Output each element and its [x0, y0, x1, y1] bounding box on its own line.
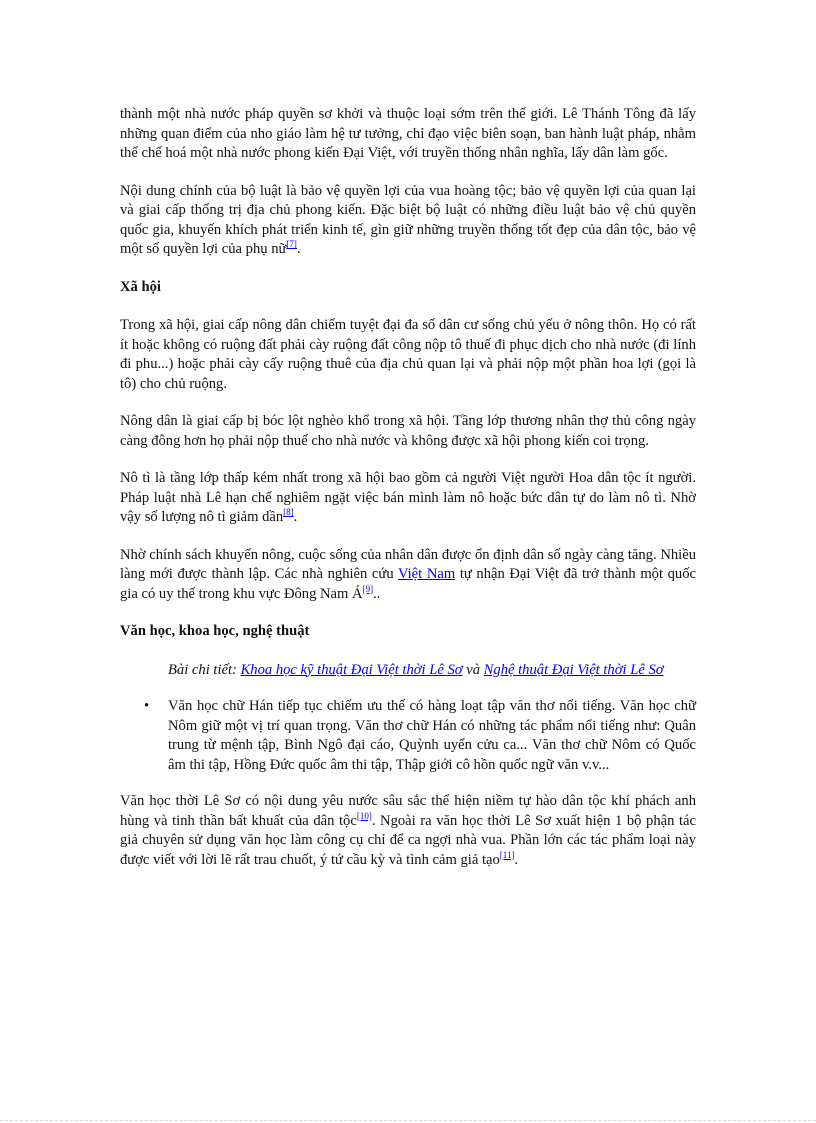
bullet-icon: • — [144, 698, 150, 714]
paragraph-text: Văn học thời Lê Sơ có nội dung yêu nước sâu sắc thể hiện niềm tự hào dân tộc khí phách anh hùng và tinh thần bất khuất của dân tộc — [120, 793, 696, 829]
paragraph-slaves — [120, 469, 696, 528]
paragraph-peasants-merchants: Nông dân là giai cấp bị bóc lột nghèo khổ trong xã hội. Tầng lớp thương nhân thợ thủ công ngày càng đông hơn họ phải nộp thuế cho nhà nước và không được xã hội phong kiến coi trọng. — [120, 413, 696, 449]
paragraph-text-after: tự nhận Đại Việt đã trở thành một quốc gia có uy thế trong khu vực Đông Nam Á — [120, 566, 697, 602]
paragraph-law-content — [120, 182, 696, 260]
footnote-link-8[interactable]: [8] — [283, 507, 294, 517]
page-bottom-divider — [0, 1120, 816, 1121]
paragraph-end: . — [293, 509, 298, 525]
paragraph-text-continued: . Ngoài ra văn học thời Lê Sơ xuất hiện 1 bộ phận tác giả chuyên sử dụng văn học làm công cụ chỉ để ca ngợi nhà vua. Phần lớn các tác phẩm loại này được viết với lời lẽ rất trau chuốt, ý tứ cầu kỳ và tình cảm giả tạo — [120, 812, 697, 868]
paragraph-text: Nội dung chính của bộ luật là bảo vệ quyền lợi của vua hoàng tộc; bảo vệ quyền lợi của quan lại và giai cấp thống trị địa chủ phong kiến. Đặc biệt bộ luật có những điều luật bảo vệ chủ quyền quốc gia, khuyến khích phát triển kinh tế, gìn giữ những truyền thống tốt đẹp của dân tộc, bảo vệ một số quyền lợi của phụ nữ — [120, 182, 696, 257]
literature-bullet-list — [120, 697, 696, 775]
paragraph-end: .. — [373, 585, 381, 602]
paragraph-literature-content — [120, 792, 696, 870]
paragraph-agriculture — [120, 546, 696, 605]
footnote-link-7[interactable]: [7] — [286, 239, 297, 249]
link-science-technology[interactable]: Khoa học kỹ thuật Đại Việt thời Lê Sơ — [240, 661, 463, 678]
paragraph-peasants: Trong xã hội, giai cấp nông dân chiếm tuyệt đại đa số dân cư sống chủ yếu ở nông thôn. Họ có rất ít hoặc không có ruộng đất phải cày ruộng đất công nộp tô thuế đi phục dịch cho nhà nước (đi lính đi phu...) hoặc phải cày cấy ruộng thuê của địa chủ quan lại và phải nộp một phần hoa lợi (gọi là tô) cho chủ ruộng. — [120, 317, 696, 392]
link-art[interactable]: Nghệ thuật Đại Việt thời Lê Sơ — [483, 661, 664, 678]
paragraph-text: Nhờ chính sách khuyến nông, cuộc sống của nhân dân được ổn định dân số ngày càng tăng. Nhiều làng mới được thành lập. Các nhà nghiên cứu — [120, 546, 696, 582]
footnote-link-11[interactable]: [11] — [499, 849, 515, 860]
list-item-text: Văn học chữ Hán tiếp tục chiếm ưu thế có hàng loạt tập văn thơ nổi tiếng. Văn học chữ Nôm giữ một vị trí quan trọng. Văn thơ chữ Hán có những tác phẩm nổi tiếng như: Quân trung từ mệnh tập, Bình Ngô đại cáo, Quỳnh uyển cửu ca... Văn thơ chữ Nôm có Quốc âm thi tập, Hồng Đức quốc âm thi tập, Thập giới cô hồn quốc ngữ văn v.v... — [168, 698, 696, 773]
detail-article-note — [168, 661, 696, 681]
list-item — [144, 697, 696, 775]
detail-label: Bài chi tiết: — [168, 661, 237, 678]
paragraph-legal-state: thành một nhà nước pháp quyền sơ khởi và thuộc loại sớm trên thế giới. Lê Thánh Tông đã lấy những quan điểm của nho giáo làm hệ tư tưởng, chỉ đạo việc biên soạn, ban hành luật pháp, nhằm thể chế hoá một nhà nước phong kiến Đại Việt, với truyền thống nhân nghĩa, lấy dân làm gốc. — [120, 106, 696, 161]
detail-conjunction: và — [462, 661, 484, 678]
paragraph-text: Nô tì là tầng lớp thấp kém nhất trong xã hội bao gồm cả người Việt người Hoa dân tộc ít người. Pháp luật nhà Lê hạn chế nghiêm ngặt việc bán mình làm nô hoặc bức dân tự do làm nô tì. Nhờ vậy số lượng nô tì giảm dần — [120, 470, 696, 525]
link-viet-nam[interactable]: Việt Nam — [397, 566, 456, 582]
footnote-link-9[interactable]: [9] — [362, 583, 374, 594]
paragraph-end: . — [514, 851, 519, 868]
heading-society: Xã hội — [120, 278, 161, 295]
heading-literature: Văn học, khoa học, nghệ thuật — [120, 623, 310, 639]
footnote-link-10[interactable]: [10] — [356, 810, 372, 821]
paragraph-end: . — [296, 241, 301, 257]
